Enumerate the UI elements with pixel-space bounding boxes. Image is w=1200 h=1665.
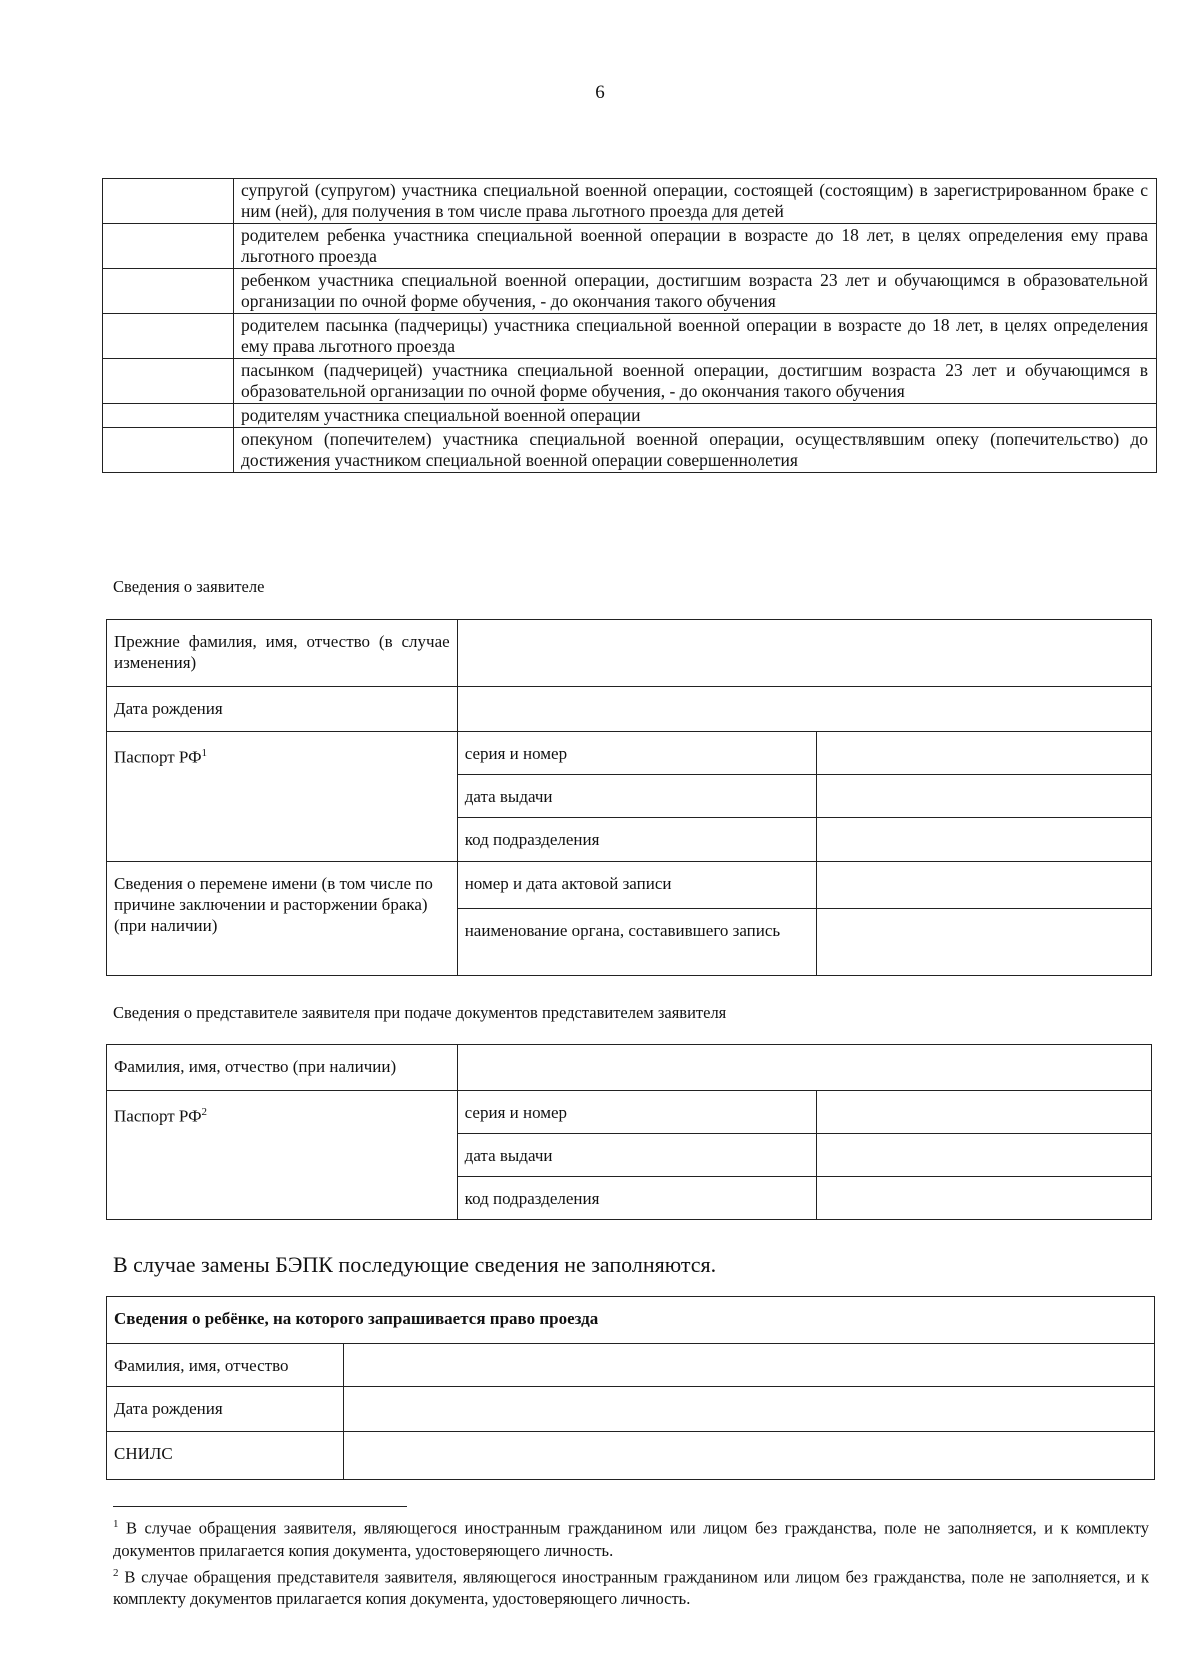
- table-row: [107, 687, 1152, 732]
- child-snils-field[interactable]: [343, 1432, 1154, 1480]
- birth-date-label: Дата рождения: [107, 687, 458, 732]
- authority-field[interactable]: [817, 909, 1152, 976]
- category-text: пасынком (падчерицей) участника специальной военной операции, достигшим возраста 23 лет и обучающимся в образовательной организации по очной форме обучения, - до окончания такого обучения: [234, 359, 1157, 404]
- category-mark-cell[interactable]: [103, 179, 234, 224]
- rep-series-label: серия и номер: [457, 1091, 817, 1134]
- child-fio-label: Фамилия, имя, отчество: [107, 1344, 344, 1387]
- table-row: [107, 620, 1152, 687]
- category-row: [103, 404, 1157, 428]
- birth-date-field[interactable]: [457, 687, 1151, 732]
- table-row: [107, 862, 1152, 909]
- category-mark-cell[interactable]: [103, 428, 234, 473]
- category-text: родителям участника специальной военной операции: [234, 404, 1157, 428]
- child-birth-date-field[interactable]: [343, 1387, 1154, 1432]
- passport-series-field[interactable]: [817, 732, 1152, 775]
- footnote: [113, 1513, 1149, 1562]
- child-snils-label: СНИЛС: [107, 1432, 344, 1480]
- table-row: [107, 1091, 1152, 1134]
- category-mark-cell[interactable]: [103, 359, 234, 404]
- footnote-mark: 2: [113, 1566, 119, 1579]
- category-row: [103, 359, 1157, 404]
- page-number: 6: [595, 82, 605, 103]
- prev-name-label: Прежние фамилия, имя, отчество (в случае изменения): [107, 620, 458, 687]
- table-row: [107, 1387, 1155, 1432]
- category-text: родителем ребенка участника специальной военной операции в возрасте до 18 лет, в целях определения ему права льготного проезда: [234, 224, 1157, 269]
- rep-passport-label: Паспорт РФ: [114, 1106, 202, 1126]
- passport-dept-code-field[interactable]: [817, 818, 1152, 862]
- footnote-text: В случае обращения заявителя, являющегося иностранным гражданином или лицом без гражданства, поле не заполняется, и к комплекту документов прилагается копия документа, удостоверяющего личность.: [113, 1518, 1149, 1560]
- footnote-ref: 1: [201, 747, 208, 759]
- record-field[interactable]: [817, 862, 1152, 909]
- bepk-notice: В случае замены БЭПК последующие сведения не заполняются.: [113, 1252, 717, 1277]
- category-row: [103, 428, 1157, 473]
- representative-table: [106, 1044, 1152, 1220]
- footnote-ref: 2: [201, 1106, 208, 1118]
- table-row: [107, 1045, 1152, 1091]
- category-mark-cell[interactable]: [103, 404, 234, 428]
- category-text: опекуном (попечителем) участника специальной военной операции, осуществлявшим опеку (попечительство) до достижения участником специальной военной операции совершеннолетия: [234, 428, 1157, 473]
- rep-dept-code-field[interactable]: [817, 1177, 1152, 1220]
- category-row: [103, 224, 1157, 269]
- prev-name-field[interactable]: [457, 620, 1151, 687]
- table-row: [107, 1344, 1155, 1387]
- category-row: [103, 179, 1157, 224]
- rep-issue-date-field[interactable]: [817, 1134, 1152, 1177]
- child-heading: Сведения о ребёнке, на которого запрашивается право проезда: [107, 1297, 1155, 1344]
- footnotes: [113, 1513, 1149, 1610]
- passport-issue-date-field[interactable]: [817, 775, 1152, 818]
- footnote-text: В случае обращения представителя заявителя, являющегося иностранным гражданином или лицом без гражданства, поле не заполняется, и к комплекту документов прилагается копия документа, удостоверяющего личность.: [113, 1567, 1149, 1608]
- category-row: [103, 269, 1157, 314]
- rep-fio-label: Фамилия, имя, отчество (при наличии): [107, 1045, 458, 1091]
- category-table: [102, 178, 1157, 473]
- category-mark-cell[interactable]: [103, 314, 234, 359]
- table-row: [107, 1297, 1155, 1344]
- category-text: родителем пасынка (падчерицы) участника специальной военной операции в возрасте до 18 лет, в целях определения ему права льготного проезда: [234, 314, 1157, 359]
- passport-dept-code-label: код подразделения: [457, 818, 817, 862]
- passport-issue-date-label: дата выдачи: [457, 775, 817, 818]
- applicant-table: [106, 619, 1152, 976]
- rep-fio-field[interactable]: [457, 1045, 1151, 1091]
- category-mark-cell[interactable]: [103, 224, 234, 269]
- table-row: [107, 732, 1152, 775]
- passport-series-label: серия и номер: [457, 732, 817, 775]
- applicant-heading: Сведения о заявителе: [113, 577, 265, 596]
- rep-series-field[interactable]: [817, 1091, 1152, 1134]
- rep-issue-date-label: дата выдачи: [457, 1134, 817, 1177]
- footnote-mark: 1: [113, 1518, 119, 1530]
- table-row: [107, 1432, 1155, 1480]
- category-text: супругой (супругом) участника специальной военной операции, состоящей (состоящим) в зарегистрированном браке с ним (ней), для получения в том числе права льготного проезда для детей: [234, 179, 1157, 224]
- rep-passport-label-cell: [107, 1091, 458, 1220]
- category-row: [103, 314, 1157, 359]
- rep-dept-code-label: код подразделения: [457, 1177, 817, 1220]
- authority-label: наименование органа, составившего запись: [457, 909, 817, 976]
- category-mark-cell[interactable]: [103, 269, 234, 314]
- footnote: [113, 1562, 1149, 1611]
- passport-label: Паспорт РФ: [114, 747, 202, 767]
- footnote-divider: [113, 1506, 407, 1507]
- passport-label-cell: [107, 732, 458, 862]
- category-text: ребенком участника специальной военной операции, достигшим возраста 23 лет и обучающимся в образовательной организации по очной форме обучения, - до окончания такого обучения: [234, 269, 1157, 314]
- record-label: номер и дата актовой записи: [457, 862, 817, 909]
- name-change-label: Сведения о перемене имени (в том числе по причине заключении и расторжении брака) (при наличии): [107, 862, 458, 976]
- child-birth-date-label: Дата рождения: [107, 1387, 344, 1432]
- child-table: [106, 1296, 1155, 1480]
- representative-heading: Сведения о представителе заявителя при подаче документов представителем заявителя: [113, 1003, 727, 1022]
- child-fio-field[interactable]: [343, 1344, 1154, 1387]
